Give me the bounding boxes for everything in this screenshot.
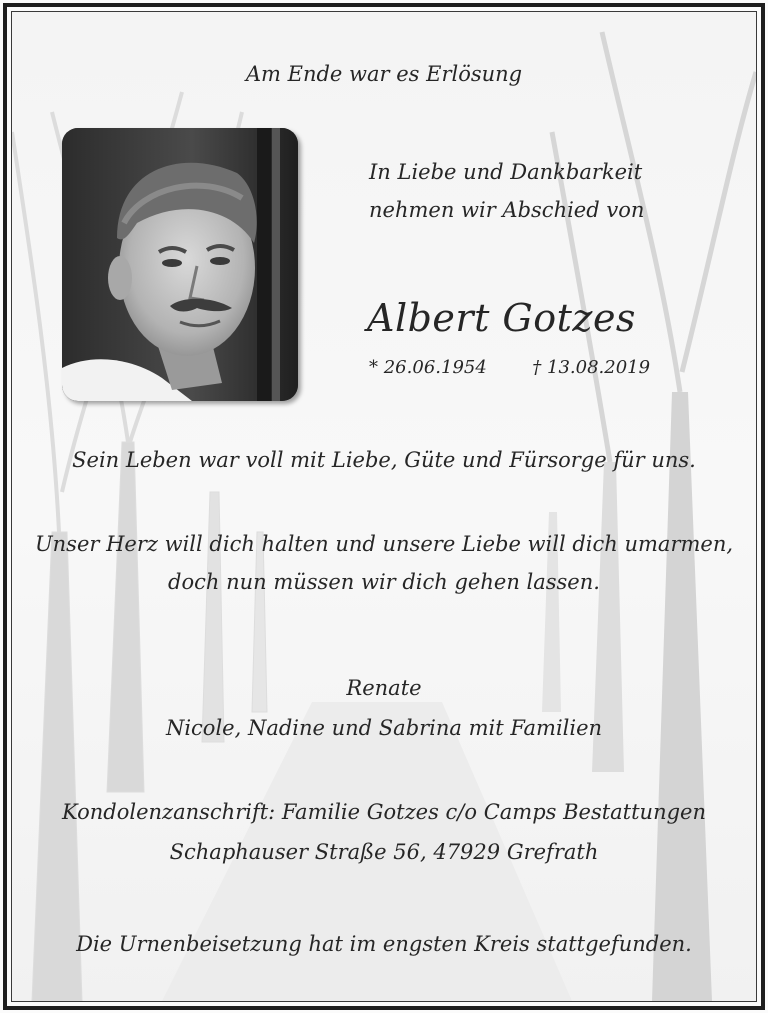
condolence-line-2: Schaphauser Straße 56, 47929 Grefrath xyxy=(169,840,599,864)
mourner-2: Nicole, Nadine und Sabrina mit Familien xyxy=(165,716,603,740)
deceased-name: Albert Gotzes xyxy=(367,296,636,340)
intro-line-2: nehmen wir Abschied von xyxy=(369,198,645,222)
verse-line-1: Unser Herz will dich halten und unsere Liebe will dich umarmen, xyxy=(34,532,734,556)
death-symbol: † xyxy=(532,357,542,378)
heading: Am Ende war es Erlösung xyxy=(245,62,523,86)
mourner-1: Renate xyxy=(346,676,422,700)
verse-line-2: doch nun müssen wir dich gehen lassen. xyxy=(168,570,600,594)
birth-symbol: * xyxy=(369,357,378,378)
burial-note: Die Urnenbeisetzung hat im engsten Kreis stattgefunden. xyxy=(76,932,692,956)
intro-line-1: In Liebe und Dankbarkeit xyxy=(369,160,643,184)
condolence-line-1: Kondolenzanschrift: Familie Gotzes c/o Camps Bestattungen xyxy=(61,800,707,824)
life-dates xyxy=(369,357,650,378)
death-date: 13.08.2019 xyxy=(547,357,651,378)
birth-date: 26.06.1954 xyxy=(383,357,487,378)
portrait-photo xyxy=(62,128,298,401)
tribute: Sein Leben war voll mit Liebe, Güte und Fürsorge für uns. xyxy=(72,448,696,472)
